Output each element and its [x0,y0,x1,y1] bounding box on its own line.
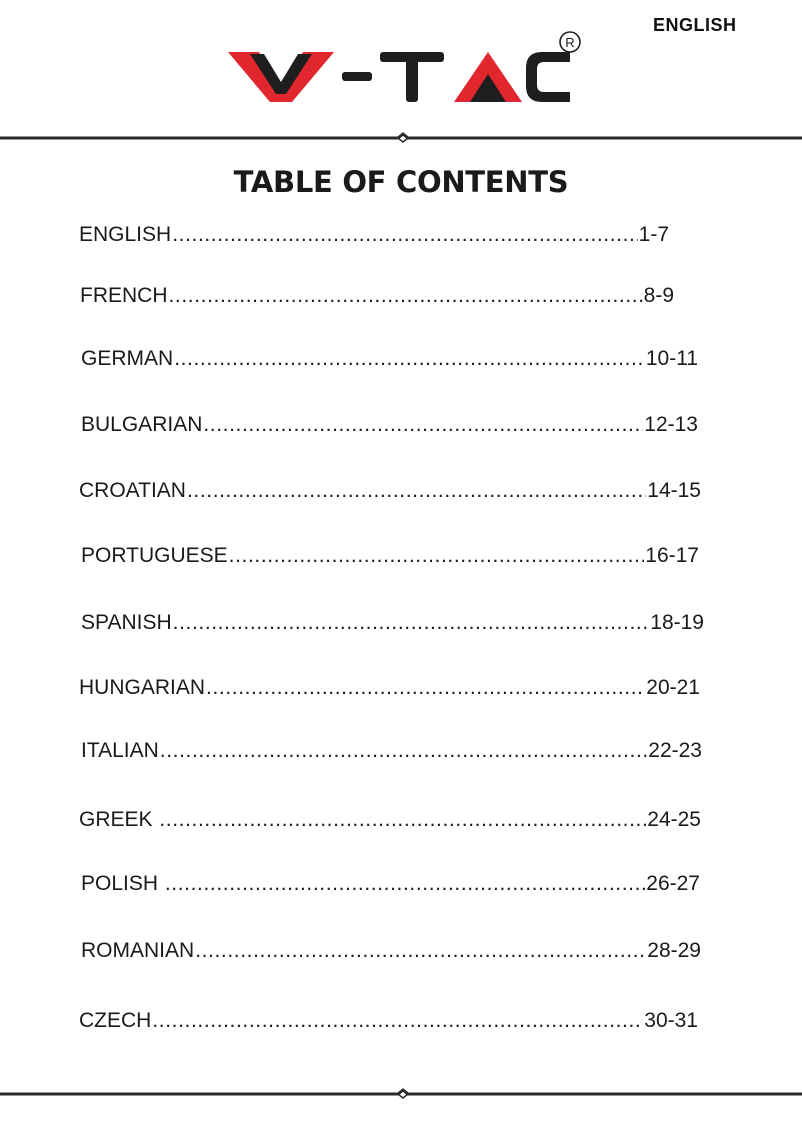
toc-entry-language: ENGLISH [79,223,172,246]
toc-entry-pages: 16-17 [645,544,699,567]
toc-entry-pages: 30-31 [644,1009,698,1032]
toc-entry [79,675,700,701]
language-label: ENGLISH [653,15,737,35]
toc-entry-pages: 24-25 [647,808,701,831]
toc-entry-language: SPANISH [81,611,172,634]
toc-entry-language: CROATIAN [79,479,186,502]
toc-entry-pages: 10-11 [645,347,698,370]
toc-entry-language: GREEK [79,808,159,831]
toc-entry-pages: 18-19 [650,611,704,634]
toc-entry-language: BULGARIAN [81,413,203,436]
toc-dot-leader [203,412,643,438]
toc-entry [79,807,701,833]
toc-entry [81,610,704,636]
toc-entry-language: CZECH [79,1009,152,1032]
page-title: TABLE OF CONTENTS [233,165,569,199]
toc-entry-pages: 28-29 [647,939,701,962]
toc-dot-leader [206,675,645,701]
toc-entry-language: HUNGARIAN [79,676,206,699]
v-tac-logo [226,30,586,110]
toc-dot-leader [173,610,650,636]
toc-entry [81,346,698,372]
footer-divider [0,1088,802,1100]
toc-entry-pages: 1-7 [638,223,669,246]
toc-entry [81,543,699,569]
toc-entry [81,938,701,964]
toc-dot-leader [165,871,645,897]
toc-dot-leader [187,478,646,504]
toc-entry [81,738,702,764]
toc-dot-leader [152,1008,643,1034]
toc-dot-leader [169,283,643,309]
toc-dot-leader [160,738,647,764]
toc-entry-language: ITALIAN [81,739,159,762]
toc-dot-leader [229,543,645,569]
toc-dot-leader [159,807,646,833]
toc-entry-pages: 12-13 [644,413,698,436]
toc-entry-language: FRENCH [80,284,168,307]
toc-dot-leader [174,346,645,372]
toc-entry [81,412,698,438]
toc-entry [81,871,700,897]
toc-entry-pages: 26-27 [646,872,700,895]
toc-entry-language: PORTUGUESE [81,544,228,567]
svg-text:R: R [565,35,575,50]
toc-entry-pages: 20-21 [646,676,700,699]
toc-entry [79,222,669,248]
toc-entry-pages: 14-15 [647,479,701,502]
toc-entry [79,1008,698,1034]
header-divider [0,132,802,144]
toc-dot-leader [195,938,646,964]
toc-entry-language: POLISH [81,872,164,895]
toc-entry [79,478,701,504]
toc-entry-pages: 8-9 [643,284,674,307]
toc-entry-language: ROMANIAN [81,939,195,962]
toc-entry [80,283,674,309]
toc-entry-language: GERMAN [81,347,174,370]
toc-entry-pages: 22-23 [648,739,702,762]
toc-dot-leader [172,222,637,248]
